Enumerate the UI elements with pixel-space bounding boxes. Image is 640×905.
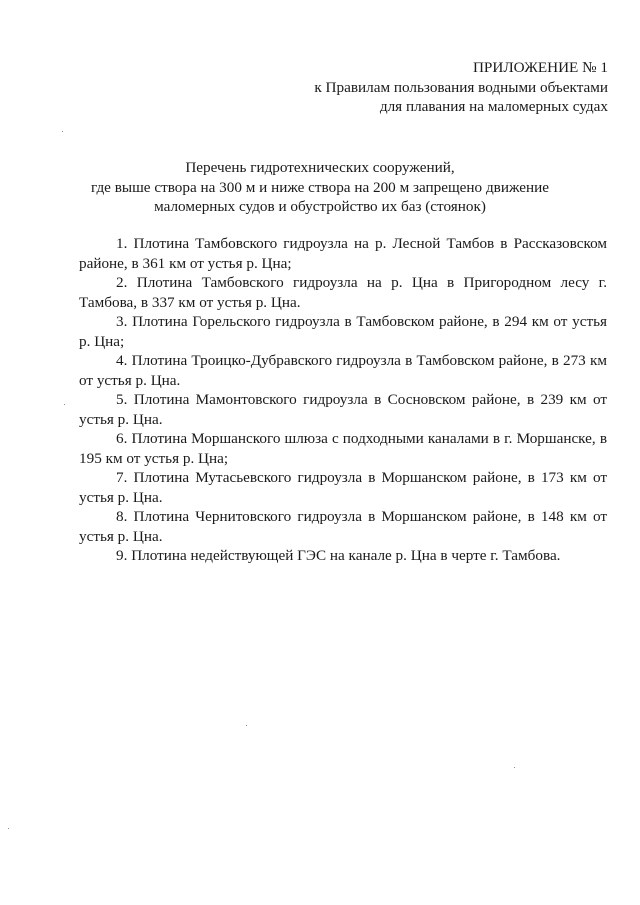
- appendix-reference-line2: для плавания на маломерных судах: [379, 98, 608, 115]
- dam-list: [79, 234, 607, 566]
- list-item-8: 8. Плотина Чернитовского гидроузла в Моршанском районе, в 148 км от устья р. Цна.: [79, 508, 607, 545]
- title-line-2: где выше створа на 300 м и ниже створа на 200 м запрещено движение: [90, 178, 549, 196]
- list-item-2: 2. Плотина Тамбовского гидроузла на р. Цна в Пригородном лесу г. Тамбова, в 337 км от устья р. Цна.: [79, 274, 607, 311]
- appendix-reference-line1: к Правилам пользования водными объектами: [314, 78, 608, 96]
- list-item-1: 1. Плотина Тамбовского гидроузла на р. Лесной Тамбов в Рассказовском районе, в 361 км от устья р. Цна;: [79, 235, 607, 272]
- appendix-header: [314, 58, 608, 117]
- scan-speck: [246, 725, 247, 726]
- scan-speck: [514, 767, 515, 768]
- title-line-1: Перечень гидротехнических сооружений,: [185, 159, 455, 176]
- appendix-number: ПРИЛОЖЕНИЕ № 1: [472, 59, 608, 76]
- title-line-3: маломерных судов и обустройство их баз (стоянок): [154, 198, 486, 215]
- scan-speck: [8, 828, 9, 829]
- scan-speck: [62, 131, 63, 132]
- list-item-3: 3. Плотина Горельского гидроузла в Тамбовском районе, в 294 км от устья р. Цна;: [79, 313, 607, 350]
- scan-speck: [64, 404, 65, 405]
- list-item-7: 7. Плотина Мутасьевского гидроузла в Моршанском районе, в 173 км от устья р. Цна.: [79, 469, 607, 506]
- document-title: [70, 158, 570, 217]
- list-item-6: 6. Плотина Моршанского шлюза с подходными каналами в г. Моршанске, в 195 км от устья р. Цна;: [79, 430, 607, 467]
- list-item-4: 4. Плотина Троицко-Дубравского гидроузла в Тамбовском районе, в 273 км от устья р. Цна.: [79, 352, 607, 389]
- list-item-5: 5. Плотина Мамонтовского гидроузла в Сосновском районе, в 239 км от устья р. Цна.: [79, 391, 607, 428]
- list-item-9: 9. Плотина недействующей ГЭС на канале р. Цна в черте г. Тамбова.: [116, 547, 561, 564]
